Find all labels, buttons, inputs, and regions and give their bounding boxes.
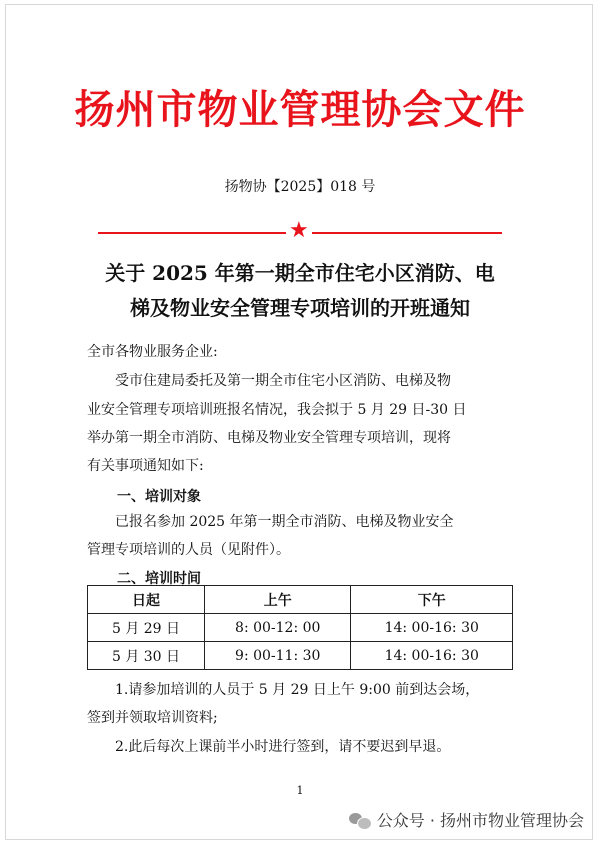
watermark [349,808,584,831]
section-1-text: 已报名参加 2025 年第一期全市消防、电梯及物业安全 [115,514,454,530]
table-cell-morning: 9: 00-11: 30 [205,642,351,670]
table-cell-date: 5 月 30 日 [88,642,205,670]
schedule-table [87,585,513,670]
section-2-title: 二、培训时间 [117,571,201,587]
intro-line: 受市住建局委托及第一期全市住宅小区消防、电梯及物 [115,373,451,389]
document-title: 扬州市物业管理协会文件 [74,86,526,133]
watermark-text: 公众号 · 扬州市物业管理协会 [376,811,584,830]
salutation: 全市各物业服务企业: [87,344,218,360]
table-cell-morning: 8: 00-12: 00 [205,614,351,642]
table-header-row [88,586,513,614]
table-header-cell: 日起 [88,586,205,614]
star-icon: ★ [289,218,309,243]
wechat-icon [349,811,371,829]
section-1-title: 一、培训对象 [117,489,201,505]
red-divider-right [312,232,502,234]
section-1-text: 管理专项培训的人员（见附件）。 [87,542,290,558]
table-cell-afternoon: 14: 00-16: 30 [351,642,513,670]
intro-line: 业安全管理专项培训班报名情况，我会拟于 5 月 29 日-30 日 [87,402,467,418]
table-row [88,642,513,670]
item-1-line: 签到并领取培训资料; [87,710,218,726]
intro-line: 有关事项通知如下: [87,458,204,474]
table-cell-date: 5 月 29 日 [88,614,205,642]
page-number: 1 [296,784,304,797]
notice-heading-line-1: 关于 2025 年第一期全市住宅小区消防、电 [105,261,495,285]
red-divider-left [98,232,286,234]
table-cell-afternoon: 14: 00-16: 30 [351,614,513,642]
item-1-line: 1.请参加培训的人员于 5 月 29 日上午 9:00 前到达会场， [115,682,480,698]
table-header-cell: 上午 [205,586,351,614]
table-header-cell: 下午 [351,586,513,614]
document-number: 扬物协【2025】018 号 [224,179,376,195]
table-row [88,614,513,642]
intro-line: 举办第一期全市消防、电梯及物业安全管理专项培训，现将 [87,430,451,446]
notice-heading-line-2: 梯及物业安全管理专项培训的开班通知 [130,296,470,320]
item-2-line: 2.此后每次上课前半小时进行签到，请不要迟到早退。 [115,739,451,755]
